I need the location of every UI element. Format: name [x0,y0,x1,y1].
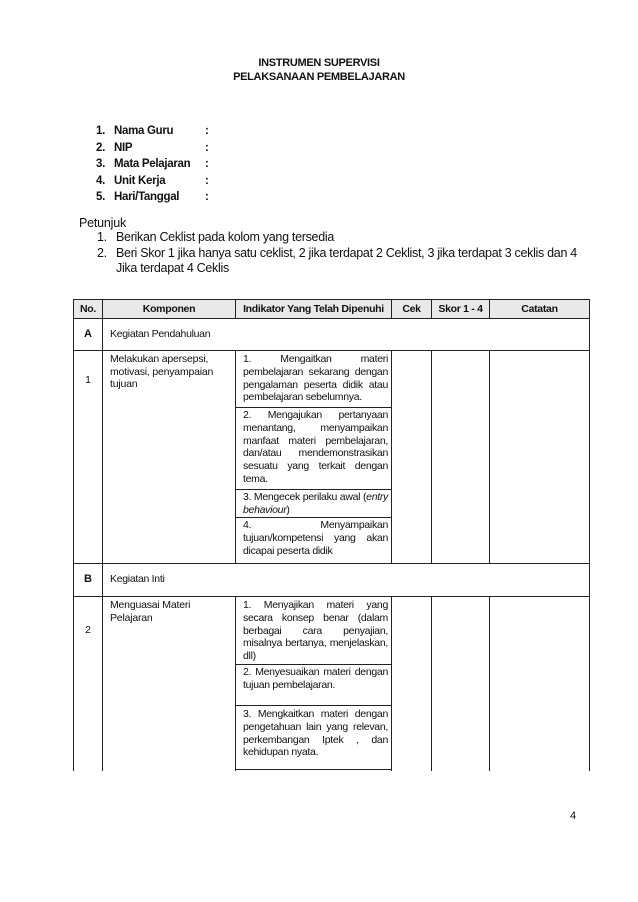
header-cek: Cek [392,300,431,318]
grid-line [489,596,490,771]
grid-line [236,705,391,706]
grid-line [102,299,103,771]
row-number-2: 2 [85,624,91,636]
info-row-nip [96,142,296,159]
petunjuk-heading: Petunjuk [79,216,127,230]
info-colon: : [205,174,209,187]
grid-line [73,596,590,597]
grid-line [391,299,392,318]
petunjuk-step [97,246,587,277]
section-letter-b: B [84,573,92,585]
info-colon: : [205,191,209,203]
petunjuk-step [97,230,587,246]
komponen-2: Menguasai Materi Pelajaran [110,599,191,624]
header-komponen: Komponen [103,300,235,318]
grid-line [73,299,74,771]
info-number: 3. [96,158,105,170]
indicator-b-1: 1. Menyajikan materi yang secara konsep benar (dalam berbagai cara penyajian, misalnya bertanya, menjelaskan, dll) [243,599,388,663]
info-colon: : [205,158,209,170]
info-number: 5. [96,191,105,203]
indicator-a-3: 3. Mengecek perilaku awal (entry behaviour) [243,491,388,516]
grid-line [73,350,590,351]
grid-line [236,769,391,770]
grid-line [73,299,590,300]
info-label: Nama Guru [114,125,174,137]
info-row-nama-guru [96,125,296,142]
grid-line [235,350,236,563]
step-text: Berikan Ceklist pada kolom yang tersedia [116,230,334,244]
info-label: Hari/Tanggal [114,191,180,203]
page-number: 4 [570,810,577,822]
grid-line [489,350,490,563]
grid-line [236,517,391,518]
grid-line [73,318,590,319]
grid-line [391,596,392,771]
grid-line [236,664,391,665]
grid-line [73,563,590,564]
indicator-b-2: 2. Menyesuaikan materi dengan tujuan pembelajaran. [243,666,388,691]
section-title-a: Kegiatan Pendahuluan [110,328,211,340]
info-row-hari-tanggal [96,191,296,208]
info-label: NIP [114,141,133,154]
section-letter-a: A [84,328,92,340]
indicator-a-4: 4. Menyampaikan tujuan/kompetensi yang akan dicapai peserta didik [243,519,388,557]
komponen-1: Melakukan apersepsi, motivasi, penyampaian tujuan [110,353,214,390]
step-number: 2. [97,245,107,260]
header-no: No. [74,300,102,318]
grid-line [235,596,236,771]
step-number: 1. [97,230,107,244]
info-row-mata-pelajaran [96,158,296,175]
grid-line [431,350,432,563]
grid-line [431,596,432,771]
info-number: 2. [96,141,105,154]
info-label: Mata Pelajaran [114,158,191,170]
info-label: Unit Kerja [114,174,166,187]
indicator-b-3: 3. Mengkaitkan materi dengan pengetahuan lain yang relevan, perkembangan Iptek , dan kehidupan nyata. [243,708,388,759]
grid-line [489,299,490,318]
section-title-b: Kegiatan Inti [110,573,165,585]
header-catatan: Catatan [490,300,589,318]
info-colon: : [205,125,209,137]
teacher-info-list [96,125,296,208]
header-indikator: Indikator Yang Telah Dipenuhi [236,300,391,318]
grid-line [589,299,590,771]
grid-line [391,350,392,563]
info-number: 4. [96,174,105,187]
grid-line [236,407,391,408]
indicator-a-2: 2. Mengajukan pertanyaan menantang, menyampaikan manfaat materi pembelajaran, dan/atau mendemonstrasikan sesuatu yang terkait dengan tema. [243,409,388,485]
grid-line [235,299,236,318]
grid-line [431,299,432,318]
grid-line [236,489,391,490]
step-text: Beri Skor 1 jika hanya satu ceklist, 2 jika terdapat 2 Ceklist, 3 jika terdapat 3 ceklis dan 4 Jika terdapat 4 Ceklis [116,245,577,275]
document-title-line-1: INSTRUMEN SUPERVISI [258,57,380,69]
info-colon: : [205,141,209,154]
indicator-a-1: 1. Mengaitkan materi pembelajaran sekarang dengan pengalaman peserta didik atau pembelajaran sebelumnya. [243,353,388,404]
petunjuk-steps [97,230,587,277]
row-number-1: 1 [85,374,91,386]
info-row-unit-kerja [96,175,296,192]
header-skor: Skor 1 - 4 [432,300,489,318]
document-title-line-2: PELAKSANAAN PEMBELAJARAN [233,71,405,83]
info-number: 1. [96,125,105,137]
